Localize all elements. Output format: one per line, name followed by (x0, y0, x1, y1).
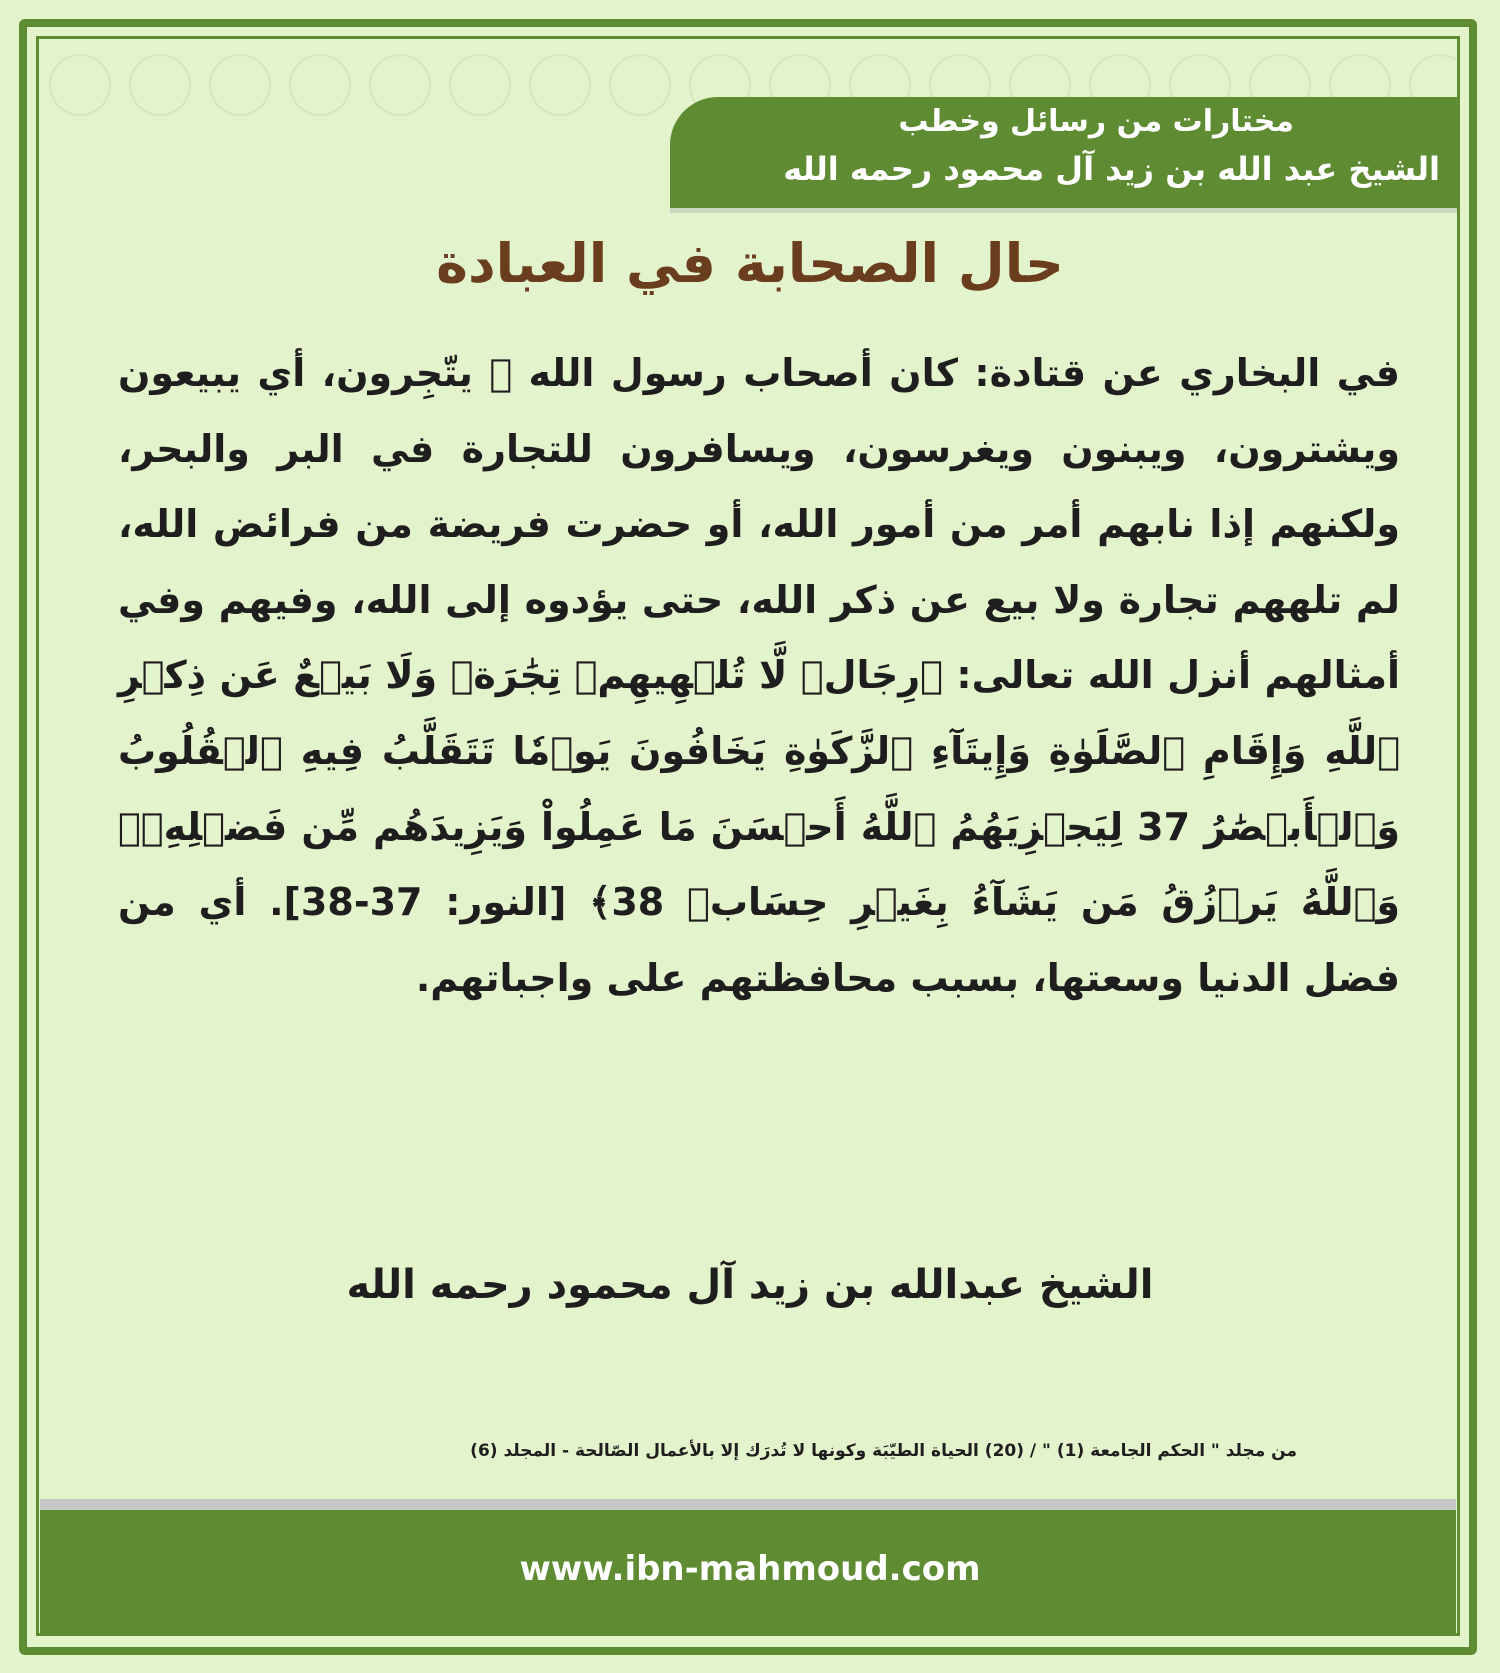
body-after: [النور: 37-38]. أي من فضل الدنيا وسعتها، بسبب محافظتهم على واجباتهم. (118, 880, 1400, 1000)
page-title: حال الصحابة في العبادة (436, 232, 1064, 295)
body-paragraph (118, 336, 1400, 1016)
header-series-title: مختارات من رسائل وخطب (898, 104, 1294, 139)
quran-verse: ﴿رِجَالٞ لَّا تُلۡهِيهِمۡ تِجَٰرَةٞ وَلَا بَيۡعٌ عَن ذِكۡرِ ٱللَّهِ وَإِقَامِ ٱلصَّلَوٰةِ وَإِيتَآءِ ٱلزَّكَوٰةِ يَخَافُونَ يَوۡمٗا تَتَقَلَّبُ فِيهِ ٱلۡقُلُوبُ وَٱلۡأَبۡصَٰرُ 37 لِيَجۡزِيَهُمُ ٱللَّهُ أَحۡسَنَ مَا عَمِلُواْ وَيَزِيدَهُم مِّن فَضۡلِهِۦۗ وَٱللَّهُ يَرۡزُقُ مَن يَشَآءُ بِغَيۡرِ حِسَابٖ 38﴾ (118, 653, 1401, 925)
body-intro: في البخاري عن قتادة: كان أصحاب رسول الله ﷺ يتّجِرون، أي يبيعون ويشترون، ويبنون ويغرسون، ويسافرون للتجارة في البر والبحر، ولكنهم إذا نابهم أمر من أمور الله، أو حضرت فريضة من فرائض الله، لم تلههم تجارة ولا بيع عن ذكر الله، حتى يؤدوه إلى الله، وفيهم وفي أمثالهم أنزل الله تعالى: (118, 351, 1400, 698)
author-signature: الشيخ عبدالله بن زيد آل محمود رحمه الله (346, 1262, 1154, 1308)
website-link[interactable]: www.ibn-mahmoud.com (519, 1549, 981, 1589)
header-author-name: الشيخ عبد الله بن زيد آل محمود رحمه الله (783, 150, 1440, 188)
source-citation: من مجلد " الحكم الجامعة (1) " / (20) الحياة الطيّبَة وكونها لا تُدرَك إلا بالأعمال الصّالحة - المجلد (6) (470, 1441, 1297, 1461)
